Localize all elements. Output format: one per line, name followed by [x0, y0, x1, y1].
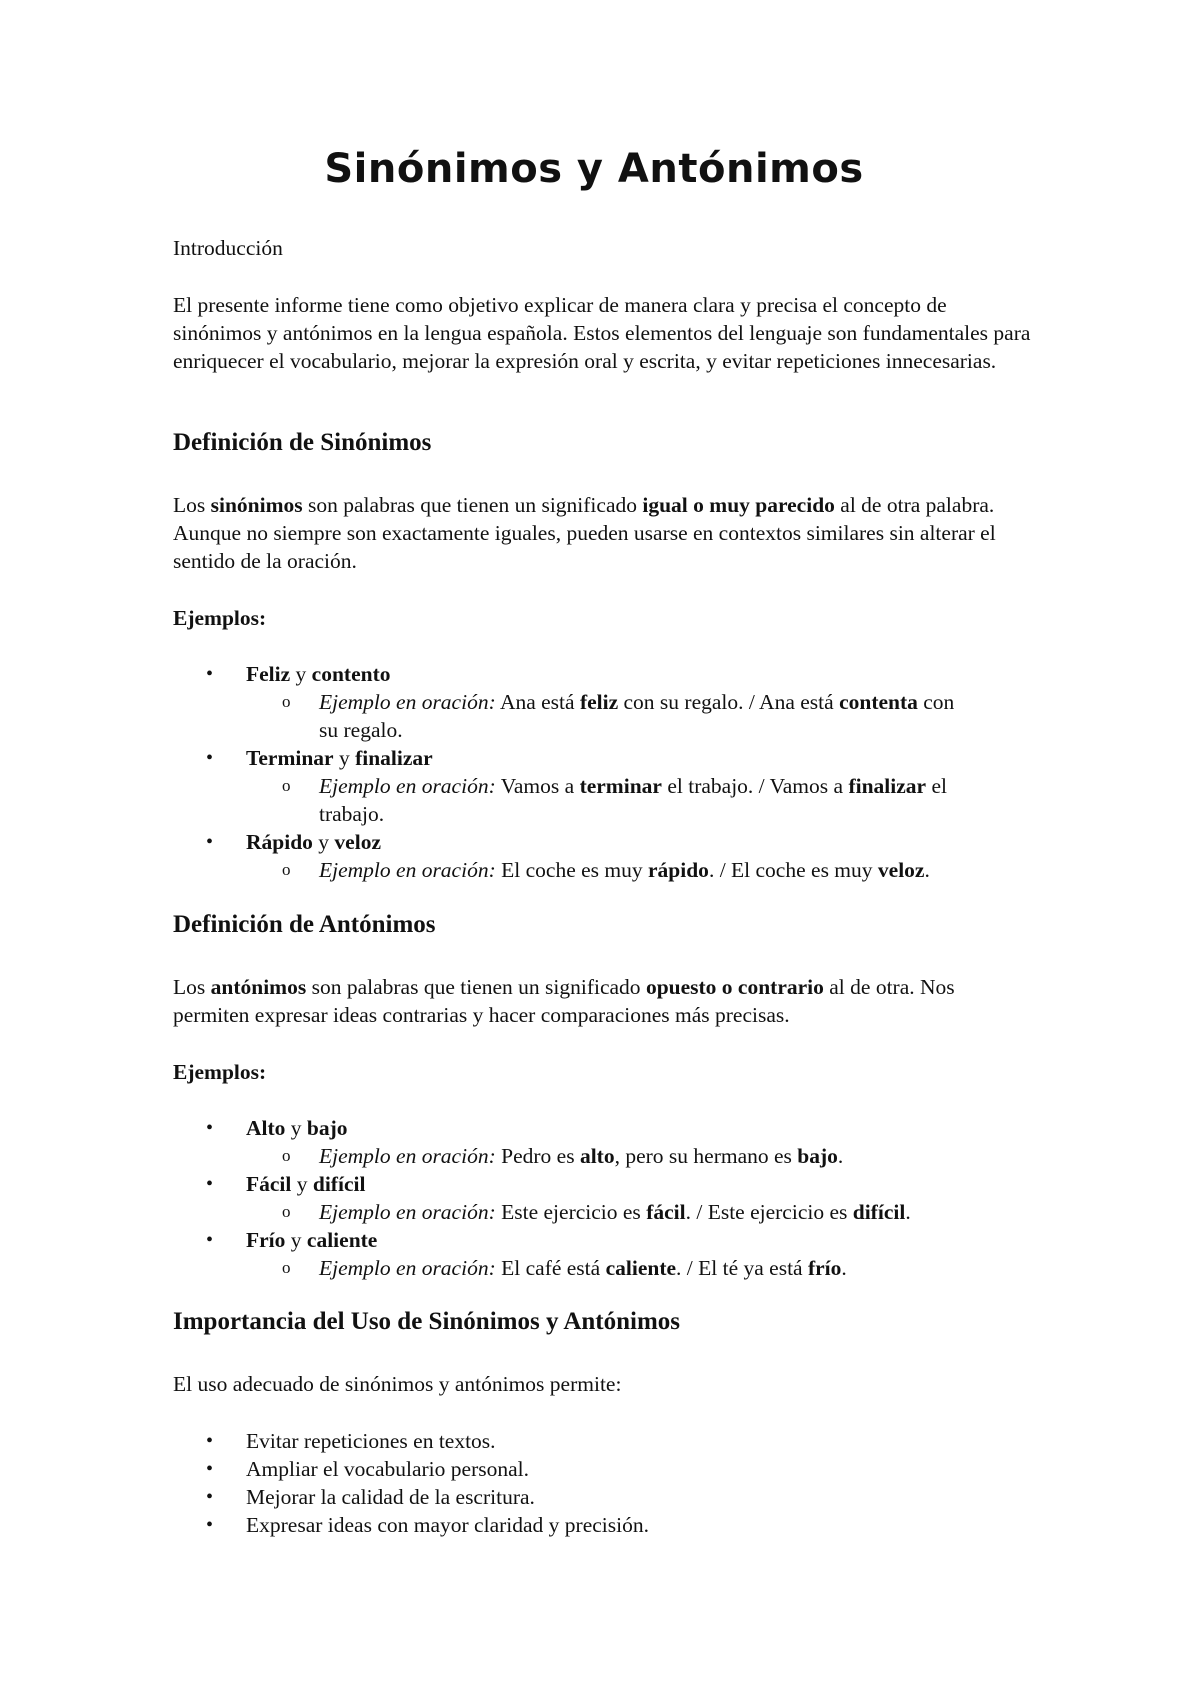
word-pair-first: Terminar [246, 746, 334, 770]
bold-term: opuesto o contrario [645, 975, 824, 999]
text-run: , pero su hermano es [614, 1144, 798, 1168]
text-run: . [924, 858, 930, 882]
bold-term: caliente [605, 1256, 677, 1280]
word-pair-first: Alto [246, 1116, 286, 1140]
intro-label: Introducción [173, 236, 283, 260]
antonyms-definition [173, 973, 1033, 1029]
synonyms-definition [173, 491, 1033, 575]
text-run: El coche es muy [495, 858, 648, 882]
synonyms-heading: Definición de Sinónimos [173, 429, 432, 456]
document-title: Sinónimos y Antónimos [324, 146, 864, 192]
text-run: Este ejercicio es [495, 1200, 647, 1224]
word-pair-second: caliente [306, 1228, 378, 1252]
conjunction: y [290, 662, 312, 686]
text-run: Los [173, 493, 211, 517]
conjunction: y [312, 830, 335, 854]
example-label: Ejemplo en oración: [319, 774, 496, 798]
bold-term: difícil [852, 1200, 906, 1224]
list-item [173, 744, 1033, 828]
bold-term: veloz [877, 858, 925, 882]
word-pair-first: Feliz [246, 662, 291, 686]
text-run: el trabajo. [319, 774, 947, 826]
example-label: Ejemplo en oración: [319, 1256, 496, 1280]
synonyms-examples-list [173, 660, 1033, 884]
list-item: • Evitar repeticiones en textos. [173, 1427, 1033, 1455]
example-label: Ejemplo en oración: [319, 1144, 496, 1168]
list-item [173, 1170, 1033, 1226]
text-run: Pedro es [495, 1144, 580, 1168]
synonyms-examples-label: Ejemplos: [173, 606, 267, 630]
word-pair-second: contento [311, 662, 391, 686]
text-run: Vamos a [495, 774, 580, 798]
bold-term: alto [579, 1144, 615, 1168]
word-pair-first: Fácil [246, 1172, 292, 1196]
bold-term: sinónimos [210, 493, 303, 517]
example-sentence [246, 856, 969, 884]
example-sentence [246, 772, 969, 828]
text-run: son palabras que tienen un significado [302, 493, 643, 517]
conjunction: y [291, 1172, 313, 1196]
text-run: con su regalo. / Ana está [618, 690, 840, 714]
text-run: . [837, 1144, 844, 1168]
importance-intro: El uso adecuado de sinónimos y antónimos permite: [173, 1372, 622, 1396]
text-run: al de otra palabra. Aunque no siempre son exactamente iguales, pueden usarse en contextos similares sin alterar el sentido de la oración. [173, 493, 996, 573]
word-pair-first: Frío [246, 1228, 286, 1252]
text-run: Ana está [495, 690, 580, 714]
bold-term: feliz [579, 690, 619, 714]
importance-heading: Importancia del Uso de Sinónimos y Antónimos [173, 1308, 681, 1335]
example-label: Ejemplo en oración: [319, 858, 496, 882]
text-run: . / Este ejercicio es [685, 1200, 853, 1224]
bold-term: fácil [646, 1200, 686, 1224]
list-item: • Ampliar el vocabulario personal. [173, 1455, 1033, 1483]
text-run: . / El coche es muy [708, 858, 878, 882]
intro-paragraph: El presente informe tiene como objetivo explicar de manera clara y precisa el concepto de sinónimos y antónimos en la lengua española. Estos elementos del lenguaje son fundamentales para enriquecer el vocabulario, mejorar la expresión oral y escrita, y evitar repeticiones innecesarias. [173, 293, 1031, 373]
conjunction: y [285, 1228, 307, 1252]
antonyms-examples-list [173, 1114, 1033, 1282]
text-run: El café está [495, 1256, 606, 1280]
list-item [173, 1114, 1033, 1170]
importance-list [173, 1427, 1033, 1539]
text-run: Los [173, 975, 211, 999]
text-run: al de otra. Nos permiten expresar ideas contrarias y hacer comparaciones más precisas. [173, 975, 955, 1027]
conjunction: y [285, 1116, 307, 1140]
list-item: • Mejorar la calidad de la escritura. [173, 1483, 1033, 1511]
text-run: con su regalo. [319, 690, 955, 742]
example-sentence [246, 688, 969, 744]
text-run: el trabajo. / Vamos a [661, 774, 849, 798]
bold-term: terminar [579, 774, 662, 798]
bold-term: frío [807, 1256, 842, 1280]
word-pair-second: difícil [312, 1172, 366, 1196]
bold-term: finalizar [848, 774, 927, 798]
bold-term: antónimos [210, 975, 307, 999]
conjunction: y [333, 746, 356, 770]
list-item [173, 660, 1033, 744]
word-pair-second: finalizar [355, 746, 433, 770]
example-sentence [246, 1254, 969, 1282]
bold-term: bajo [797, 1144, 838, 1168]
example-label: Ejemplo en oración: [319, 690, 496, 714]
antonyms-examples-label: Ejemplos: [173, 1060, 267, 1084]
bold-term: contenta [839, 690, 918, 714]
list-item [173, 1226, 1033, 1282]
word-pair-second: veloz [334, 830, 381, 854]
text-run: . [905, 1200, 911, 1224]
example-label: Ejemplo en oración: [319, 1200, 496, 1224]
example-sentence [246, 1142, 969, 1170]
example-sentence [246, 1198, 969, 1226]
list-item [173, 828, 1033, 884]
text-run: son palabras que tienen un significado [306, 975, 646, 999]
antonyms-heading: Definición de Antónimos [173, 911, 436, 938]
bold-term: igual o muy parecido [642, 493, 835, 517]
text-run: . / El té ya está [676, 1256, 808, 1280]
text-run: . [841, 1256, 847, 1280]
word-pair-second: bajo [306, 1116, 348, 1140]
word-pair-first: Rápido [246, 830, 313, 854]
list-item: • Expresar ideas con mayor claridad y precisión. [173, 1511, 1033, 1539]
bold-term: rápido [648, 858, 709, 882]
